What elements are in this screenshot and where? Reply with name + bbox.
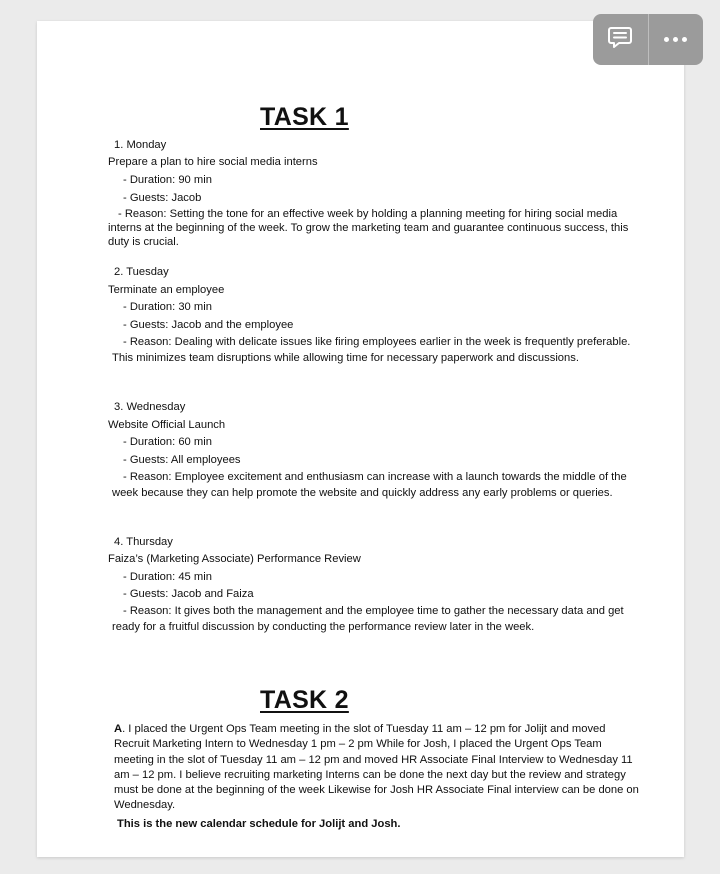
task2-text: . I placed the Urgent Ops Team meeting in the slot of Tuesday 11 am – 12 pm for Jolijt and moved Recruit Marketing Intern to Wednesday 1 pm – 2 pm While for Josh, I placed the Urgent Ops Team meeting in the slot of Tuesday 11 am – 12 pm and moved HR Associate Final Interview to Wednesday 11 am – 12 pm. I believe recruiting marketing Interns can be done the next day but the review and strategy must be done at the beginning of the week Likewise for Josh HR Associate Final interview can be done on Wednesday. [114, 723, 639, 812]
duration-tuesday: - Duration: 30 min [123, 301, 212, 313]
task2-paragraph [114, 722, 644, 814]
day-heading-wednesday: 3. Wednesday [114, 401, 186, 413]
guests-tuesday: - Guests: Jacob and the employee [123, 319, 294, 331]
day-heading-monday: 1. Monday [114, 139, 167, 151]
duration-wednesday: - Duration: 60 min [123, 436, 212, 448]
more-horizontal-icon [664, 37, 687, 42]
task2-title: TASK 2 [260, 686, 349, 714]
reason-thursday: - Reason: It gives both the management and the employee time to gather the necessary data and get ready for a fruitful discussion by conducting the performance review later in the week. [112, 605, 624, 633]
comment-icon [607, 24, 633, 55]
task2-label: A [114, 723, 123, 735]
reason-tuesday: - Reason: Dealing with delicate issues like firing employees earlier in the week is frequently preferable. This minimizes team disruptions while allowing time for necessary paperwork and discussions. [112, 336, 631, 364]
task-wednesday: Website Official Launch [108, 419, 226, 431]
day-heading-thursday: 4. Thursday [114, 536, 173, 548]
reason-monday: - Reason: Setting the tone for an effective week by holding a planning meeting for hiring social media interns at the beginning of the week. To grow the marketing team and guarantee continuous success, this duty is crucial. [108, 208, 629, 248]
task-tuesday: Terminate an employee [108, 284, 225, 296]
guests-thursday: - Guests: Jacob and Faiza [123, 588, 254, 600]
comment-button[interactable] [593, 14, 648, 65]
duration-thursday: - Duration: 45 min [123, 571, 212, 583]
task-monday: Prepare a plan to hire social media interns [108, 156, 318, 168]
task2-closing: This is the new calendar schedule for Jolijt and Josh. [117, 818, 401, 830]
task1-title: TASK 1 [260, 103, 349, 131]
task-thursday: Faiza’s (Marketing Associate) Performance Review [108, 553, 361, 565]
reason-wednesday: - Reason: Employee excitement and enthusiasm can increase with a launch towards the middle of the week because they can help promote the website and quickly address any early problems or queries. [112, 471, 627, 499]
guests-wednesday: - Guests: All employees [123, 454, 241, 466]
document-page [37, 21, 684, 857]
floating-toolbar [593, 14, 703, 65]
guests-monday: - Guests: Jacob [123, 192, 202, 204]
day-heading-tuesday: 2. Tuesday [114, 266, 169, 278]
duration-monday: - Duration: 90 min [123, 174, 212, 186]
more-options-button[interactable] [648, 14, 704, 65]
